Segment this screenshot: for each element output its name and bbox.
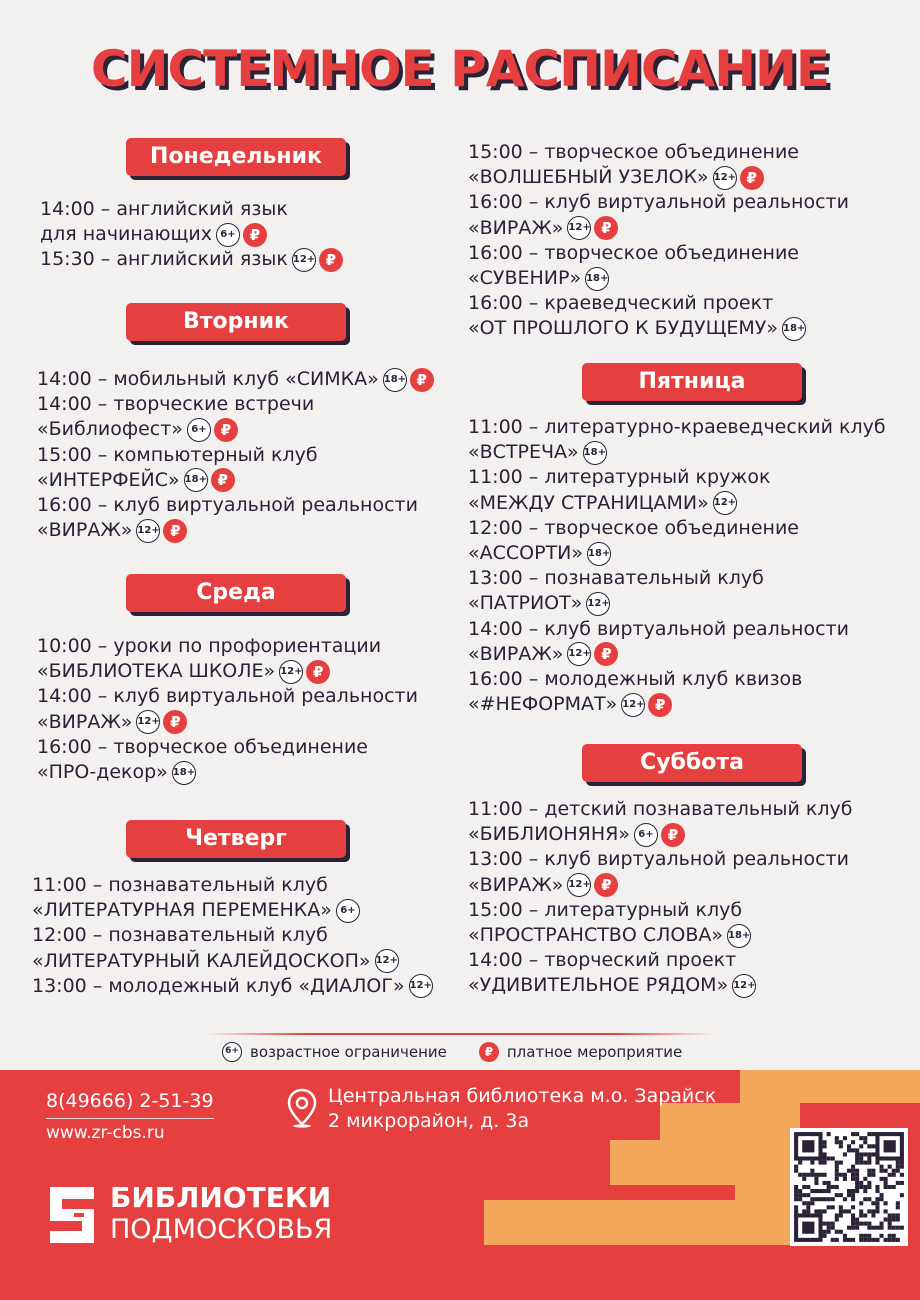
age-rating-icon: 12+ [567,873,591,897]
libraries-logo-icon [46,1187,98,1243]
event-list-saturday [468,797,852,999]
event-item [40,197,343,247]
event-item [468,190,849,240]
footer-decor-bar [740,1070,920,1103]
qr-code[interactable] [790,1128,908,1246]
ruble-icon: ₽ [594,642,618,666]
event-item [37,735,418,785]
age-rating-icon: 18+ [583,441,607,465]
day-badge-tuesday: Вторник [126,303,346,341]
event-item [468,566,886,616]
event-line: «#НЕФОРМАТ» 12+ ₽ [468,692,886,717]
event-line: 13:00 – познавательный клуб [468,567,764,590]
age-rating-icon: 12+ [292,248,316,272]
ruble-icon: ₽ [306,660,330,684]
ruble-icon: ₽ [740,166,764,190]
logo-line-1: БИБЛИОТЕКИ [110,1181,332,1214]
event-item [468,847,852,897]
phone-number[interactable]: 8(49666) 2-51-39 [46,1090,214,1119]
event-line: «ПРО-декор» 18+ [37,761,196,784]
age-rating-icon: 6+ [216,223,240,247]
age-rating-icon: 12+ [375,949,399,973]
event-line: 16:00 – молодежный клуб квизов [468,668,803,691]
age-rating-icon: 18+ [727,924,751,948]
ruble-icon: ₽ [163,710,187,734]
ruble-icon: ₽ [214,418,238,442]
ruble-icon: ₽ [319,248,343,272]
event-line: 14:00 – клуб виртуальной реальности [468,617,849,640]
event-line: 14:00 – творческие встречи [37,393,315,416]
event-line: «ВИРАЖ» 12+ ₽ [468,873,852,898]
event-line: «ВИРАЖ» 12+ ₽ [468,642,886,667]
event-line: «ВИРАЖ» 12+ ₽ [468,216,849,241]
event-line: 10:00 – уроки по профориентации [37,635,382,657]
event-item [37,367,434,392]
event-line: «ОТ ПРОШЛОГО К БУДУЩЕМУ» 18+ [468,317,806,340]
ruble-icon: ₽ [648,693,672,717]
legend-paid-label: платное мероприятие [506,1043,683,1061]
event-item [37,684,418,734]
event-line: 15:00 – компьютерный клуб [37,443,318,466]
event-line: «ВИРАЖ» 12+ ₽ [37,710,418,735]
event-list-thursday-continued [468,140,849,342]
event-item [468,241,849,291]
age-rating-icon: 18+ [587,542,611,566]
event-line: 15:00 – творческое объединение [468,141,799,163]
age-rating-icon: 18+ [383,368,407,392]
age-rating-icon: 6+ [336,899,360,923]
event-line: «ВСТРЕЧА» 18+ [468,441,606,464]
event-item [32,923,433,973]
event-line: 11:00 – литературный кружок [468,466,771,489]
event-line: 14:00 – клуб виртуальной реальности [37,685,418,708]
day-badge-wednesday: Среда [126,574,346,612]
age-rating-icon: 12+ [136,519,160,543]
event-line: «ПРОСТРАНСТВО СЛОВА» 18+ [468,924,751,947]
event-line: 12:00 – познавательный клуб [32,924,328,947]
libraries-logo-text [110,1182,332,1246]
event-line: «СУВЕНИР» 18+ [468,267,609,290]
age-rating-icon: 6+ [634,823,658,847]
event-list-wednesday [37,634,418,785]
event-list-thursday [32,873,433,999]
event-item [37,634,418,684]
event-item [468,465,886,515]
event-list-tuesday [37,367,434,543]
event-line: «ВОЛШЕБНЫЙ УЗЕЛОК» 12+ ₽ [468,165,849,190]
event-line: 15:30 – английский язык 12+ ₽ [40,247,343,272]
age-rating-icon: 12+ [567,642,591,666]
event-item [468,415,886,465]
event-item [37,493,434,543]
age-rating-icon: 6+ [187,418,211,442]
ruble-icon: ₽ [661,823,685,847]
event-line: 16:00 – клуб виртуальной реальности [37,494,418,517]
footer [0,1070,920,1300]
footer-decor-bar [484,1200,800,1245]
event-line: «ВИРАЖ» 12+ ₽ [37,518,434,543]
event-line: 14:00 – творческий проект [468,949,737,972]
event-line: 12:00 – творческое объединение [468,516,799,539]
age-rating-icon: 12+ [713,166,737,190]
address [328,1084,716,1134]
event-line: 11:00 – познавательный клуб [32,874,328,896]
ruble-icon: ₽ [594,873,618,897]
event-item [468,797,852,847]
logo-line-2: ПОДМОСКОВЬЯ [110,1214,333,1245]
day-badge-saturday: Суббота [582,744,802,782]
day-badge-monday: Понедельник [126,138,346,176]
age-rating-icon: 12+ [409,974,433,998]
event-line: 11:00 – детский познавательный клуб [468,798,853,820]
age-rating-icon: 12+ [136,710,160,734]
page-title: СИСТЕМНОЕ РАСПИСАНИЕ [90,40,830,98]
ruble-icon: ₽ [163,519,187,543]
legend [222,1042,682,1062]
event-line: 16:00 – краеведческий проект [468,292,774,315]
event-item [40,247,343,272]
event-line: «БИБЛИОНЯНЯ» 6+ ₽ [468,822,852,847]
legend-age-label: возрастное ограничение [250,1043,447,1061]
event-item [468,140,849,190]
event-line: 16:00 – творческое объединение [468,241,799,264]
event-item [468,516,886,566]
event-line: «ПАТРИОТ» 12+ [468,592,610,615]
age-rating-icon: 12+ [567,216,591,240]
age-rating-icon: 18+ [782,317,806,341]
address-line-2: 2 микрорайон, д. 3а [328,1110,530,1132]
footer-decor-bar [610,1140,800,1185]
event-item [468,948,852,998]
age-rating-icon: 12+ [586,592,610,616]
event-line: 16:00 – клуб виртуальной реальности [468,191,849,214]
event-line: «ЛИТЕРАТУРНЫЙ КАЛЕЙДОСКОП» 12+ [32,949,398,972]
event-item [37,443,434,493]
age-rating-icon: 18+ [172,761,196,785]
event-item [468,898,852,948]
age-rating-icon: 12+ [732,974,756,998]
event-line: «МЕЖДУ СТРАНИЦАМИ» 12+ [468,491,737,514]
age-rating-icon: 12+ [621,693,645,717]
event-line: для начинающих 6+ ₽ [40,222,343,247]
event-line: «Библиофест» 6+ ₽ [37,417,434,442]
ruble-icon: ₽ [243,223,267,247]
ruble-icon: ₽ [594,216,618,240]
event-line: «ЛИТЕРАТУРНАЯ ПЕРЕМЕНКА» 6+ [32,898,433,923]
ruble-icon: ₽ [410,368,434,392]
legend-ruble-icon: ₽ [479,1042,499,1062]
event-list-friday [468,415,886,717]
day-badge-friday: Пятница [582,363,802,401]
legend-age-icon: 6+ [222,1042,242,1062]
website-link[interactable]: www.zr-cbs.ru [46,1123,165,1143]
event-line: 14:00 – английский язык [40,198,288,220]
event-item [37,392,434,442]
legend-divider [205,1033,715,1035]
event-item [32,974,433,999]
event-line: 13:00 – клуб виртуальной реальности [468,848,849,871]
address-line-1: Центральная библиотека м.о. Зарайск [328,1085,717,1107]
event-line: 16:00 – творческое объединение [37,735,368,758]
event-line: «БИБЛИОТЕКА ШКОЛЕ» 12+ ₽ [37,659,418,684]
location-pin-icon [287,1088,317,1128]
event-item [32,873,433,923]
event-line: 15:00 – литературный клуб [468,898,743,921]
age-rating-icon: 12+ [713,491,737,515]
age-rating-icon: 18+ [585,267,609,291]
event-line: «ИНТЕРФЕЙС» 18+ ₽ [37,468,434,493]
event-line: «АССОРТИ» 18+ [468,542,611,565]
event-line: 13:00 – молодежный клуб «ДИАЛОГ» 12+ [32,974,432,997]
age-rating-icon: 12+ [279,660,303,684]
event-item [468,617,886,667]
age-rating-icon: 18+ [184,468,208,492]
event-line: 11:00 – литературно-краеведческий клуб [468,416,886,438]
event-list-monday [40,197,343,273]
event-line: 14:00 – мобильный клуб «СИМКА» 18+ ₽ [37,367,434,392]
ruble-icon: ₽ [211,468,235,492]
day-badge-thursday: Четверг [126,820,346,858]
event-item [468,291,849,341]
event-line: «УДИВИТЕЛЬНОЕ РЯДОМ» 12+ [468,974,756,997]
event-item [468,667,886,717]
